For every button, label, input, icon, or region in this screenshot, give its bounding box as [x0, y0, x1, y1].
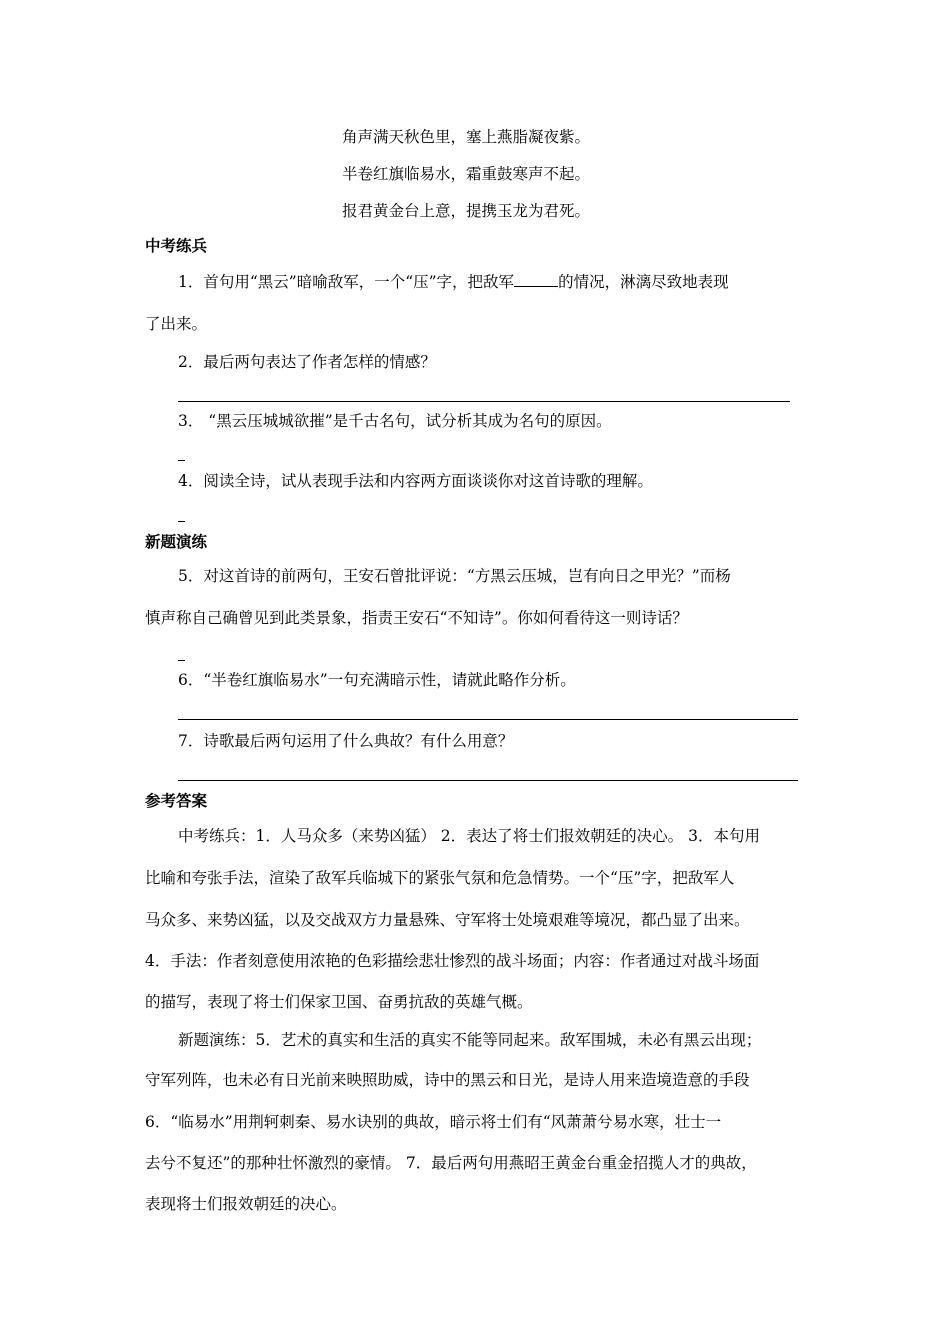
answer-para-1-line-2: 比喻和夸张手法，渲染了敌军兵临城下的紧张气氛和危急情势。一个“压”字，把敌军人 [145, 869, 735, 887]
answer-para-2-line-3: 6．“临易水”用荆轲刺秦、易水诀别的典故，暗示将士们有“风萧萧兮易水寒，壮士一 [145, 1113, 722, 1131]
answer-line [178, 401, 790, 402]
section-title-practice: 中考练兵 [145, 237, 208, 255]
answer-line [178, 719, 798, 720]
answer-para-1-line-1: 中考练兵：1．人马众多（来势凶猛） 2．表达了将士们报效朝廷的决心。 3．本句用 [178, 827, 760, 845]
answer-para-2-line-1: 新题演练：5．艺术的真实和生活的真实不能等同起来。敌军围城，未必有黑云出现； [178, 1031, 762, 1049]
answer-blank [514, 272, 558, 287]
answer-para-2-line-4: 去兮不复还”的那种壮怀激烈的豪情。 7．最后两句用燕昭王黄金台重金招揽人才的典故， [145, 1154, 757, 1172]
answer-dash [178, 460, 185, 461]
answer-para-1-line-3: 马众多、来势凶猛，以及交战双方力量悬殊、守军将士处境艰难等境况，都凸显了出来。 [145, 911, 750, 929]
answer-dash [178, 660, 185, 661]
poem-line-1: 角声满天秋色里，塞上燕脂凝夜紫。 [342, 128, 591, 146]
question-1-text-a: 1．首句用“黑云”暗喻敌军，一个“压”字，把敌军 [178, 273, 515, 291]
question-4: 4．阅读全诗，试从表现手法和内容两方面谈谈你对这首诗歌的理解。 [178, 472, 653, 490]
answer-para-1-line-4: 4．手法：作者刻意使用浓艳的色彩描绘悲壮惨烈的战斗场面；内容：作者通过对战斗场面 [145, 952, 760, 970]
question-1-text-b: 的情况，淋漓尽致地表现 [558, 273, 729, 291]
question-1-continued: 了出来。 [145, 315, 208, 333]
answer-para-2-line-2: 守军列阵，也未必有日光前来映照助威，诗中的黑云和日光，是诗人用来造境造意的手段 [145, 1071, 750, 1089]
poem-line-2: 半卷红旗临易水，霜重鼓寒声不起。 [342, 165, 591, 183]
answer-dash [178, 521, 185, 522]
section-title-answers: 参考答案 [145, 792, 208, 810]
question-2: 2．最后两句表达了作者怎样的情感？ [178, 353, 436, 371]
question-6: 6．“半卷红旗临易水”一句充满暗示性，请就此略作分析。 [178, 671, 576, 689]
answer-para-1-line-5: 的描写，表现了将士们保家卫国、奋勇抗敌的英雄气概。 [145, 993, 533, 1011]
section-title-new-exercises: 新题演练 [145, 533, 208, 551]
answer-para-2-line-5: 表现将士们报效朝廷的决心。 [145, 1195, 347, 1213]
answer-line [178, 780, 798, 781]
question-3: 3． “黑云压城城欲摧”是千古名句，试分析其成为名句的原因。 [178, 412, 612, 430]
question-1 [178, 272, 729, 292]
question-7: 7．诗歌最后两句运用了什么典故？有什么用意？ [178, 732, 514, 750]
poem-line-3: 报君黄金台上意，提携玉龙为君死。 [342, 202, 591, 220]
question-5-line-1: 5．对这首诗的前两句，王安石曾批评说：“方黑云压城，岂有向日之甲光？”而杨 [178, 567, 731, 585]
question-5-line-2: 慎声称自己确曾见到此类景象，指责王安石“不知诗”。你如何看待这一则诗话？ [145, 609, 688, 627]
